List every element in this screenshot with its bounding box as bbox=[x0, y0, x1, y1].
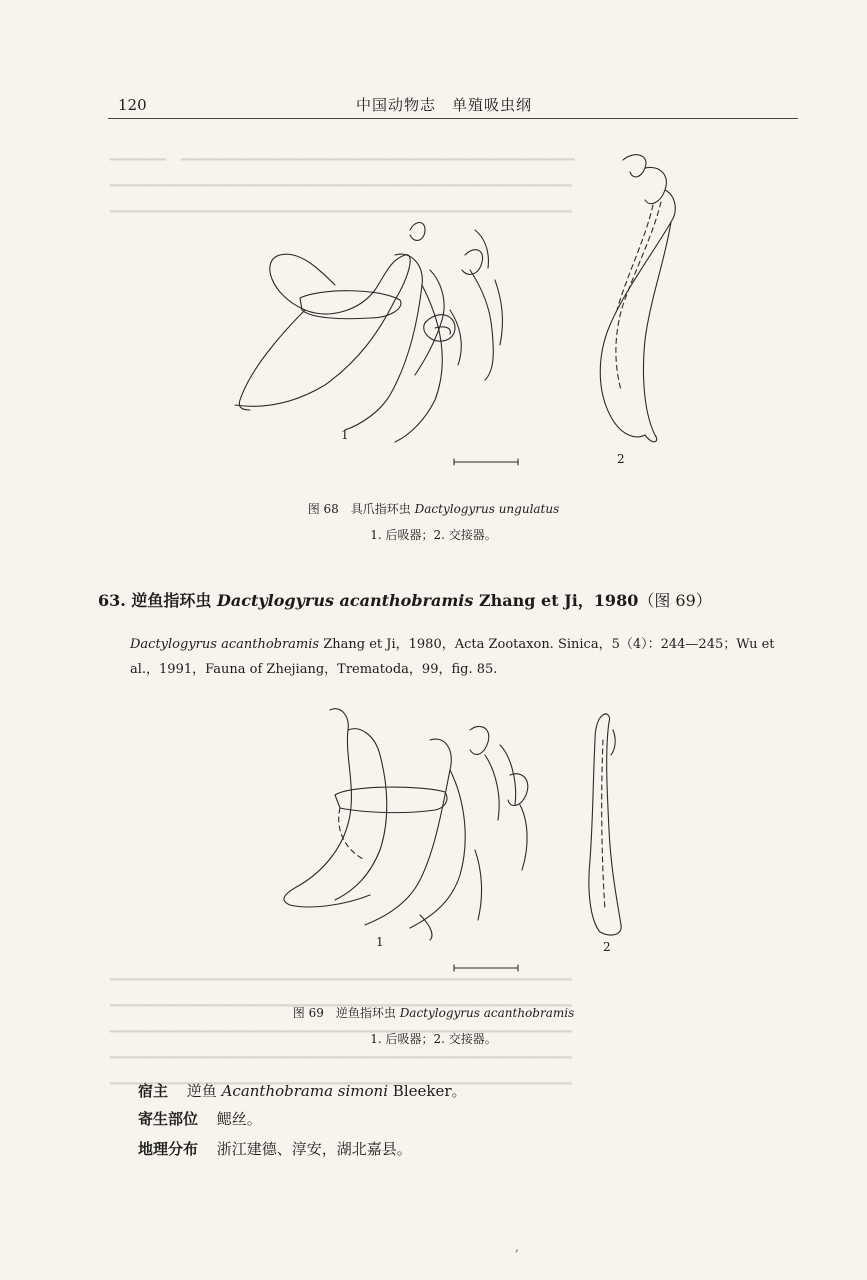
host-latin: Acanthobrama simoni bbox=[221, 1082, 389, 1100]
figure69-copulatory-organ-drawing bbox=[565, 710, 635, 940]
figure69-subcaption: 1. 后吸器；2. 交接器。 bbox=[370, 1032, 497, 1046]
citation-text: Zhang et Ji，1980，Acta Zootaxon. Sinica，5（4）：244—245；Wu et al.，1991，Fauna of Zhejiang，Trematoda，99，fig. 85. bbox=[130, 637, 775, 677]
host-tail: Bleeker。 bbox=[392, 1082, 467, 1100]
figure68-subcaption: 1. 后吸器；2. 交接器。 bbox=[370, 528, 497, 542]
distribution-row bbox=[138, 1138, 412, 1159]
site-value: 鳃丝。 bbox=[216, 1110, 262, 1128]
site-label: 寄生部位 bbox=[138, 1110, 199, 1128]
page-number: 120 bbox=[118, 96, 147, 114]
figure68-scale-bar bbox=[452, 456, 522, 468]
species-figure-ref: （图 69） bbox=[638, 591, 712, 610]
synonymy-citation bbox=[130, 632, 802, 682]
distribution-value: 浙江建德、淳安，湖北嘉县。 bbox=[216, 1140, 412, 1158]
running-head: 中国动物志 单殖吸虫纲 bbox=[356, 96, 533, 114]
distribution-label: 地理分布 bbox=[138, 1140, 199, 1158]
species-latin-name: Dactylogyrus acanthobramis bbox=[217, 591, 474, 610]
footer-mark: , bbox=[515, 1240, 519, 1254]
figure68-caption-prefix: 图 68 具爪指环虫 bbox=[307, 502, 411, 516]
figure68-haptor-drawing bbox=[210, 160, 530, 480]
figure69-caption-latin: Dactylogyrus acanthobramis bbox=[399, 1006, 575, 1020]
figure69-panel1-label: 1 bbox=[376, 935, 384, 949]
figure68-panel2-label: 2 bbox=[617, 452, 625, 466]
figure68-copulatory-organ-drawing bbox=[575, 150, 705, 450]
host-label: 宿主 bbox=[138, 1082, 169, 1100]
figure69-caption-prefix: 图 69 逆鱼指环虫 bbox=[292, 1006, 396, 1020]
bleed-through-text: ▁▁▁▁▁▁▁▁▁▁▁▁▁▁▁▁▁▁▁▁▁▁▁▁▁▁▁▁▁▁▁▁▁▁▁▁▁▁▁▁▁ ▁▁▁▁▁▁▁▁▁▁▁▁▁▁▁▁▁▁▁▁▁▁▁▁▁▁▁▁▁▁▁▁▁▁▁▁▁▁▁▁▁ ▁▁▁▁▁▁▁▁▁▁▁▁▁▁▁▁▁▁▁▁▁▁▁▁▁▁▁▁▁▁▁▁▁▁▁▁▁▁▁▁▁ ▁▁▁▁▁▁▁▁▁▁▁▁▁▁▁▁▁▁▁▁▁▁▁▁▁▁▁▁▁▁▁▁▁▁▁▁▁▁▁▁▁ ▁▁▁▁▁▁▁▁▁▁▁▁▁▁▁▁▁▁▁▁▁▁▁▁▁▁▁▁▁▁▁▁▁▁▁▁▁▁▁▁▁ bbox=[110, 965, 572, 1085]
figure69-panel2-label: 2 bbox=[603, 940, 611, 954]
header-rule bbox=[108, 118, 798, 119]
figure68-caption-latin: Dactylogyrus ungulatus bbox=[414, 502, 560, 516]
site-row bbox=[138, 1108, 262, 1129]
figure69-scale-bar bbox=[452, 962, 522, 974]
figure69-caption bbox=[0, 1004, 867, 1021]
figure68-caption bbox=[0, 500, 867, 517]
bleed-through-text: ▁▁▁▁▁ ▁▁▁▁▁▁▁▁▁▁▁▁▁▁▁▁▁▁▁▁▁▁▁▁▁▁▁▁▁▁▁▁▁▁▁ ▁▁▁▁▁▁▁▁▁▁▁▁▁▁▁▁▁▁▁▁▁▁▁▁▁▁▁▁▁▁▁▁▁▁▁▁▁▁▁▁▁ ▁▁▁▁▁▁▁▁▁▁▁▁▁▁▁▁▁▁▁▁▁▁▁▁▁▁▁▁▁▁▁▁▁▁▁▁▁▁▁▁▁ bbox=[110, 145, 576, 213]
species-author: Zhang et Ji，1980 bbox=[478, 591, 639, 610]
host-row bbox=[138, 1080, 467, 1101]
figure68-panel1-label: 1 bbox=[341, 428, 349, 442]
species-heading bbox=[98, 588, 712, 611]
host-value: 逆鱼 bbox=[186, 1082, 217, 1100]
citation-latin-name: Dactylogyrus acanthobramis bbox=[130, 637, 320, 652]
species-number-title: 63. 逆鱼指环虫 bbox=[98, 591, 212, 610]
figure69-haptor-drawing bbox=[270, 700, 550, 940]
